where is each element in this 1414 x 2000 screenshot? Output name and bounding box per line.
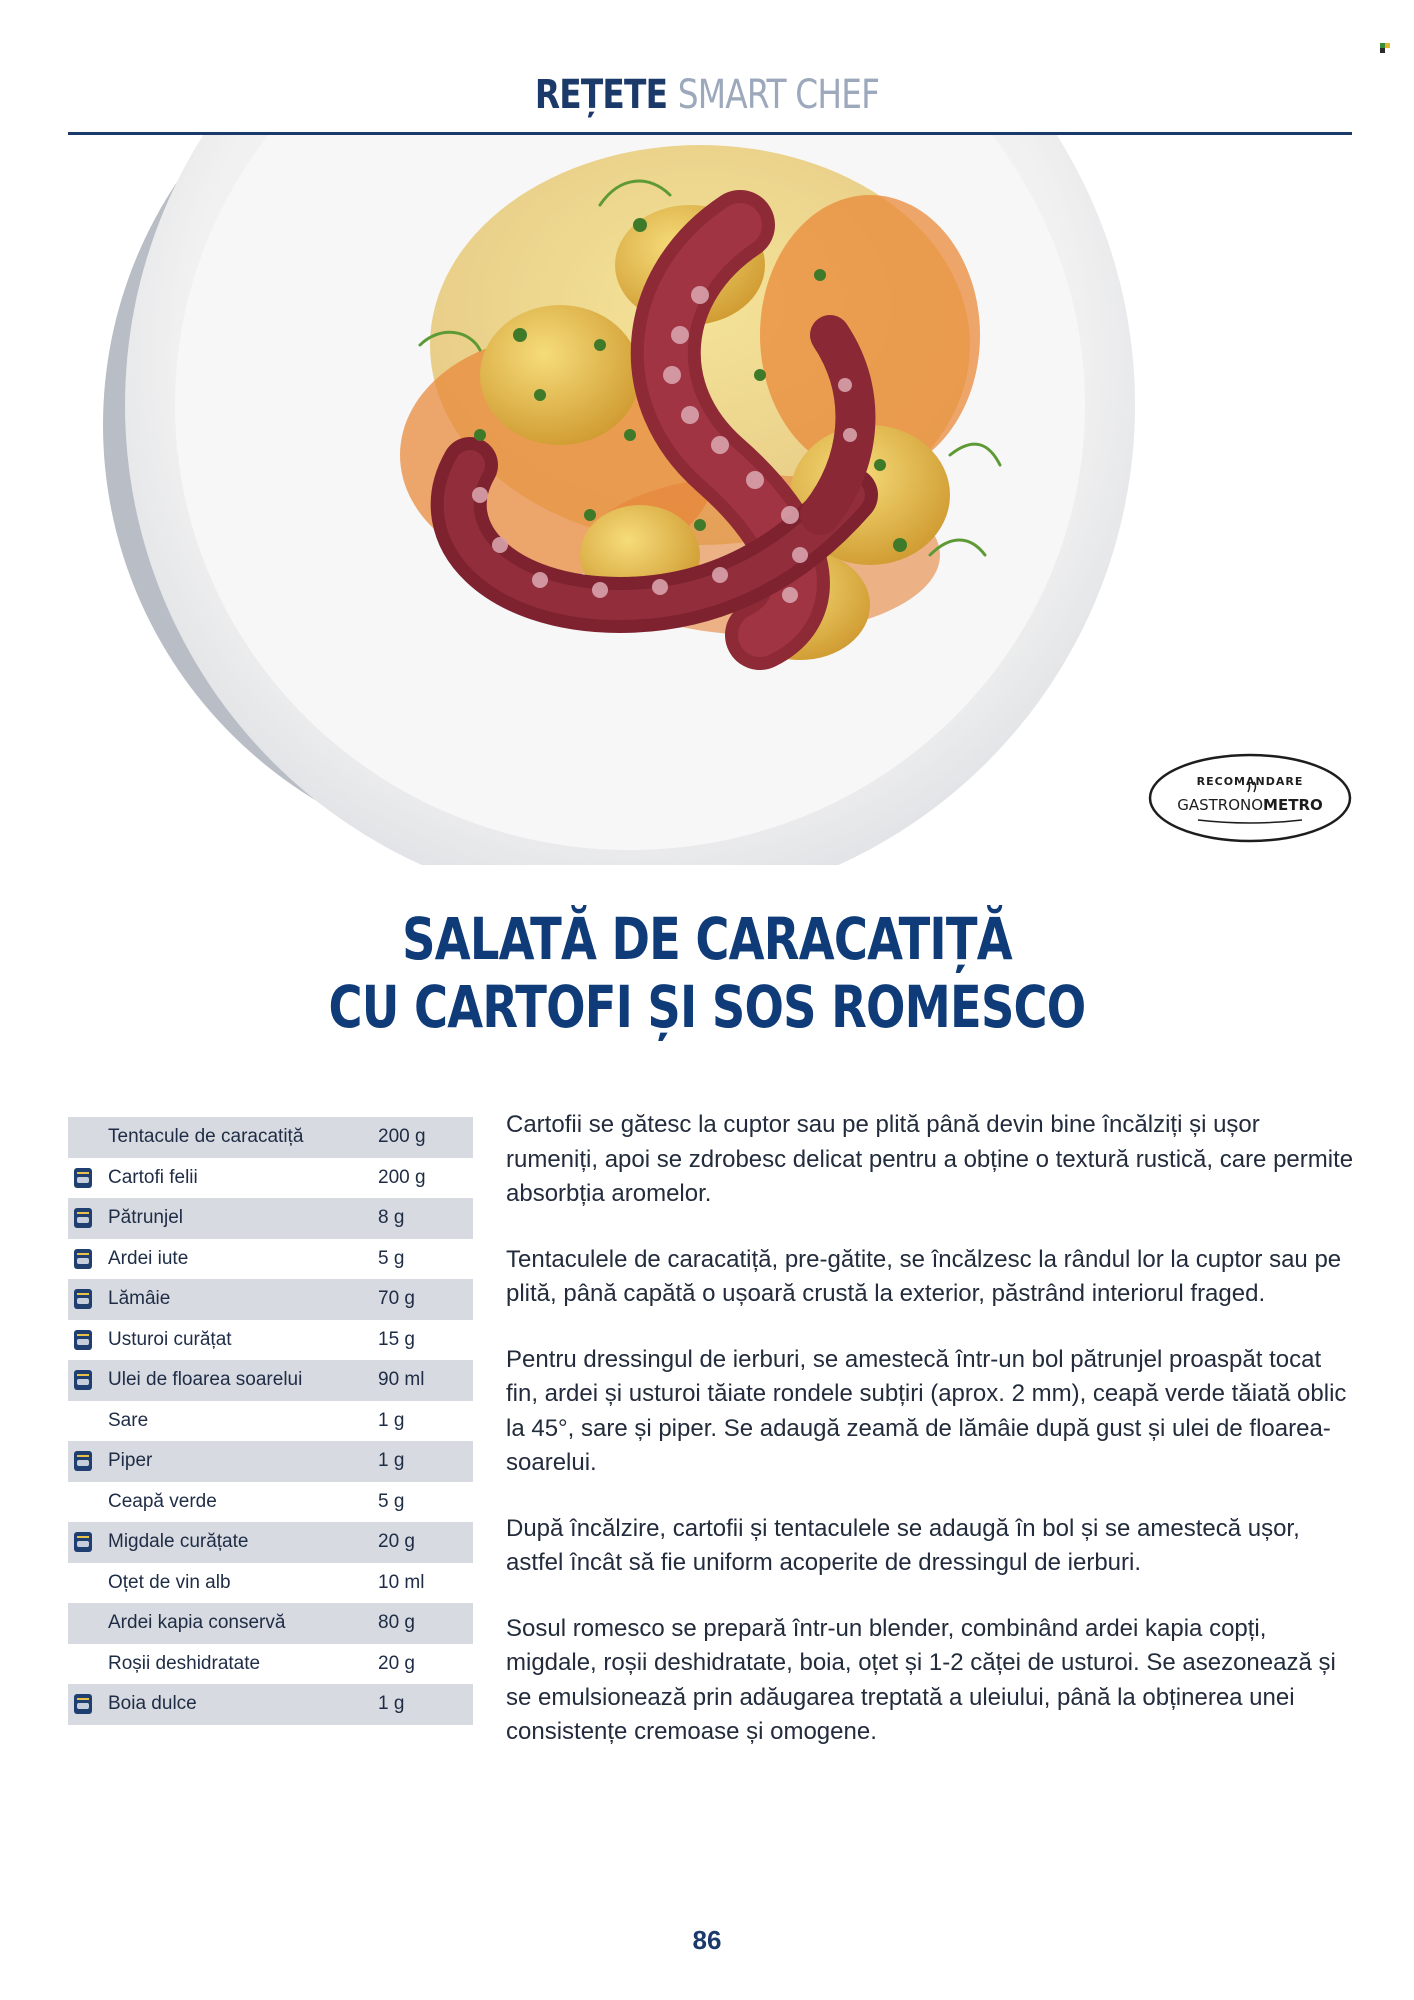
ingredient-quantity: 70 g (378, 1288, 415, 1309)
ingredient-name: Usturoi curățat (108, 1328, 232, 1350)
ingredient-quantity: 5 g (378, 1490, 405, 1512)
step-paragraph: Cartofii se gătesc la cuptor sau pe plită până devin bine încălziți și ușor rumeniți, apoi se zdrobesc delicat pentru a obține o textură rustică, care permite absorbția aromelor. (506, 1111, 1354, 1207)
preparation-steps (506, 1108, 1356, 1781)
metro-chef-icon (74, 1451, 92, 1471)
ingredient-row (68, 1401, 473, 1442)
ingredient-quantity: 80 g (378, 1612, 415, 1633)
section-header-word-2: SMART CHEF (677, 72, 880, 118)
recipe-title-line-1: SALATĂ DE CARACATIȚĂ (402, 905, 1012, 973)
ingredient-row (68, 1684, 473, 1725)
ingredient-name: Pătrunjel (108, 1207, 183, 1228)
ingredient-quantity: 1 g (378, 1450, 405, 1471)
ingredient-row (68, 1482, 473, 1523)
ingredient-quantity: 20 g (378, 1531, 415, 1552)
ingredient-name: Sare (108, 1409, 149, 1431)
badge-brand-bold: METRO (1263, 796, 1323, 814)
ingredient-quantity: 10 ml (378, 1571, 425, 1593)
ingredient-quantity: 5 g (378, 1247, 405, 1269)
ingredient-name: Migdale curățate (108, 1531, 249, 1552)
metro-chef-icon (74, 1694, 92, 1714)
ingredient-name: Piper (108, 1450, 153, 1471)
metro-chef-icon (74, 1168, 92, 1188)
recipe-title-line-2: CU CARTOFI ȘI SOS ROMESCO (328, 973, 1086, 1041)
ingredient-row (68, 1644, 473, 1685)
ingredient-row (68, 1563, 473, 1604)
ingredient-row (68, 1522, 473, 1563)
metro-chef-icon (74, 1289, 92, 1309)
ingredient-name: Ceapă verde (108, 1490, 217, 1512)
page-number: 86 (692, 1925, 722, 1955)
section-header-word-1: REȚETE (534, 72, 668, 118)
ingredient-row (68, 1239, 473, 1280)
ingredient-quantity: 200 g (378, 1126, 426, 1147)
ingredient-row (68, 1441, 473, 1482)
ingredient-row (68, 1279, 473, 1320)
metro-chef-icon (74, 1249, 92, 1269)
ingredient-row (68, 1198, 473, 1239)
ingredients-table (68, 1117, 473, 1725)
step-paragraph: Sosul romesco se prepară într-un blender, combinând ardei kapia copți, migdale, roșii deshidratate, boia, oțet și 1-2 căței de usturoi. Se asezonează și se emulsionează prin adăugarea treptată a uleiului, până la obținerea unei consistențe cremoase și omogene. (506, 1614, 1336, 1745)
ingredient-row (68, 1603, 473, 1644)
ingredient-name: Tentacule de caracatiță (108, 1126, 304, 1147)
metro-chef-icon (74, 1330, 92, 1350)
corner-color-mark (1380, 40, 1390, 50)
svg-text:GASTRONOMETRO (1177, 796, 1323, 814)
section-header (127, 72, 1286, 118)
step-paragraph: Pentru dressingul de ierburi, se amestecă într-un bol pătrunjel proaspăt tocat fin, ardei și usturoi tăiate rondele subțiri (aprox. 2 mm), ceapă verde tăiată oblic la 45°, sare și piper. Se adaugă zeamă de lămâie după gust și ulei de floarea-soarelui. (506, 1345, 1347, 1476)
ingredient-row (68, 1117, 473, 1158)
ingredient-name: Ulei de floarea soarelui (108, 1369, 303, 1390)
step-paragraph: După încălzire, cartofii și tentaculele se adaugă în bol și se amestecă ușor, astfel încât să fie uniform acoperite de dressingul de ierburi. (506, 1514, 1300, 1576)
ingredient-row (68, 1320, 473, 1361)
badge-brand-light: GASTRONO (1177, 796, 1264, 814)
metro-chef-icon (74, 1208, 92, 1228)
metro-chef-icon (74, 1532, 92, 1552)
ingredient-name: Ardei kapia conservă (108, 1612, 286, 1633)
ingredient-quantity: 1 g (378, 1409, 405, 1431)
ingredient-row (68, 1360, 473, 1401)
ingredient-quantity: 90 ml (378, 1369, 425, 1390)
ingredient-name: Lămâie (108, 1288, 171, 1309)
ingredient-row (68, 1158, 473, 1199)
ingredient-name: Oțet de vin alb (108, 1571, 231, 1593)
ingredient-quantity: 200 g (378, 1166, 426, 1188)
ingredient-quantity: 8 g (378, 1207, 405, 1228)
ingredient-name: Roșii deshidratate (108, 1652, 261, 1674)
recipe-title (141, 905, 1272, 1041)
step-paragraph: Tentaculele de caracatiță, pre-gătite, se încălzesc la rândul lor la cuptor sau pe plită, până capătă o ușoară crustă la exterior, păstrând interiorul fraged. (506, 1245, 1342, 1307)
ingredient-name: Cartofi felii (108, 1166, 198, 1188)
metro-chef-icon (74, 1370, 92, 1390)
ingredient-quantity: 1 g (378, 1693, 405, 1714)
ingredient-name: Boia dulce (108, 1693, 197, 1714)
ingredient-quantity: 20 g (378, 1652, 415, 1674)
ingredient-quantity: 15 g (378, 1328, 415, 1350)
badge-top-text: RECOMANDARE (1196, 775, 1304, 788)
gastronometro-badge (1148, 752, 1352, 844)
ingredient-name: Ardei iute (108, 1247, 189, 1269)
